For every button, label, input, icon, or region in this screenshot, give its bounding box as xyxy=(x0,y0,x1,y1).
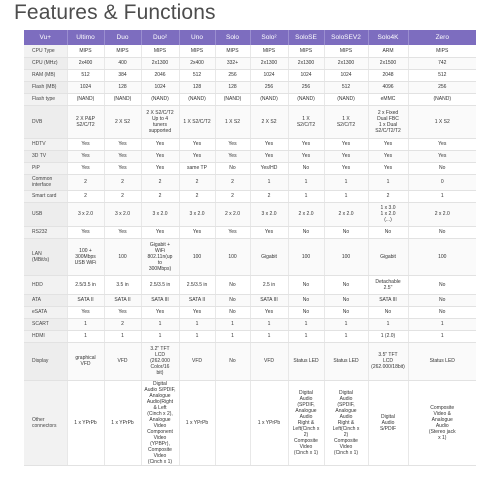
table-cell: 2 X S2/C/T2 Up to 4 tuners supported xyxy=(141,105,179,138)
table-cell: VFD xyxy=(250,342,288,380)
table-cell: Yes xyxy=(288,138,324,150)
table-cell: 1 xyxy=(104,330,141,342)
table-cell: 3 x 2.0 xyxy=(141,202,179,226)
table-cell: Gigabit xyxy=(368,238,408,275)
table-cell: SATA III xyxy=(250,294,288,306)
table-cell: Yes xyxy=(179,226,215,238)
table-cell: 2 X P&P S2/C/T2 xyxy=(67,105,104,138)
table-row xyxy=(24,190,476,202)
table-cell: 3 x 2.0 xyxy=(104,202,141,226)
table-cell: Gigabit xyxy=(250,238,288,275)
table-cell: eMMC xyxy=(368,93,408,105)
table-cell: Yes xyxy=(104,226,141,238)
table-cell: SATA II xyxy=(67,294,104,306)
row-label: Display xyxy=(24,342,67,380)
table-row xyxy=(24,57,476,69)
row-label: DVB xyxy=(24,105,67,138)
table-cell: 256 xyxy=(288,81,324,93)
table-cell: Yes xyxy=(67,150,104,162)
table-cell: 0 xyxy=(408,174,476,190)
table-cell: 1 xyxy=(288,174,324,190)
table-row xyxy=(24,238,476,275)
table-cell: 1024 xyxy=(67,81,104,93)
row-label: PiP xyxy=(24,162,67,174)
row-label: RS232 xyxy=(24,226,67,238)
table-cell: VFD xyxy=(179,342,215,380)
table-row xyxy=(24,226,476,238)
table-cell: 1 xyxy=(324,190,368,202)
table-cell: Detachable 2.5" xyxy=(368,275,408,294)
table-cell: 1 xyxy=(179,330,215,342)
table-cell: 2 x Fixed Dual FBC 1 x Dual S2/C/T2/T2 xyxy=(368,105,408,138)
column-header: Uno xyxy=(179,30,215,45)
table-cell: Yes xyxy=(250,150,288,162)
table-cell: 2 xyxy=(368,190,408,202)
table-cell: No xyxy=(288,275,324,294)
column-header: Ultimo xyxy=(67,30,104,45)
table-cell: Yes xyxy=(368,162,408,174)
column-header: Duo² xyxy=(141,30,179,45)
table-cell: 1 X S2 xyxy=(215,105,250,138)
row-label: SCART xyxy=(24,318,67,330)
table-cell: Gigabit + WiFi 802.11n(up to 300Mbps) xyxy=(141,238,179,275)
row-label: eSATA xyxy=(24,306,67,318)
table-cell: Yes xyxy=(179,150,215,162)
column-header: SoloSEV2 xyxy=(324,30,368,45)
table-cell: Yes xyxy=(250,138,288,150)
table-cell: 1 xyxy=(288,330,324,342)
table-cell: 2 x 2.0 xyxy=(215,202,250,226)
table-cell: 1 xyxy=(141,318,179,330)
table-row xyxy=(24,81,476,93)
table-cell: Status LED xyxy=(408,342,476,380)
row-label: LAN (MBit/s) xyxy=(24,238,67,275)
table-cell: graphical VFD xyxy=(67,342,104,380)
table-cell: 1 xyxy=(324,174,368,190)
table-cell: 1 xyxy=(215,318,250,330)
table-cell: 742 xyxy=(408,57,476,69)
table-cell: (NAND) xyxy=(104,93,141,105)
table-cell: 2x1300 xyxy=(288,57,324,69)
table-cell: MIPS xyxy=(324,45,368,57)
table-cell: No xyxy=(368,306,408,318)
table-cell: 3 x 2.0 xyxy=(67,202,104,226)
table-cell: No xyxy=(215,275,250,294)
table-cell xyxy=(215,380,250,465)
table-cell: 128 xyxy=(104,81,141,93)
column-header: Duo xyxy=(104,30,141,45)
table-cell: MIPS xyxy=(104,45,141,57)
table-cell: 1 xyxy=(288,190,324,202)
table-cell: Yes xyxy=(104,306,141,318)
table-cell: ARM xyxy=(368,45,408,57)
table-cell: Status LED xyxy=(288,342,324,380)
table-cell: 1 xyxy=(250,330,288,342)
table-cell: 2.5/3.5 in xyxy=(179,275,215,294)
table-cell: Yes xyxy=(67,162,104,174)
table-cell: 100 xyxy=(288,238,324,275)
table-cell: Yes xyxy=(324,138,368,150)
table-cell: 1 xyxy=(67,318,104,330)
row-label: ATA xyxy=(24,294,67,306)
table-cell: 100 xyxy=(408,238,476,275)
table-cell: MIPS xyxy=(67,45,104,57)
table-cell: No xyxy=(324,294,368,306)
table-row xyxy=(24,105,476,138)
table-cell: No xyxy=(408,162,476,174)
table-cell: 1024 xyxy=(288,69,324,81)
row-label: Flash type xyxy=(24,93,67,105)
table-cell: MIPS xyxy=(288,45,324,57)
table-cell: No xyxy=(408,306,476,318)
row-label: RAM (MB) xyxy=(24,69,67,81)
table-cell: (NAND) xyxy=(408,93,476,105)
column-header: Solo xyxy=(215,30,250,45)
table-cell: No xyxy=(324,275,368,294)
table-cell: Composite Video & Analogue Audio (Stereo jack x 1) xyxy=(408,380,476,465)
table-row xyxy=(24,294,476,306)
table-cell: 2 xyxy=(104,190,141,202)
table-cell: 100 + 300Mbps USB WiFi xyxy=(67,238,104,275)
table-cell: 1 xyxy=(324,318,368,330)
table-cell: 1024 xyxy=(141,81,179,93)
table-cell: No xyxy=(215,294,250,306)
table-cell: 2 xyxy=(215,174,250,190)
table-cell: 512 xyxy=(67,69,104,81)
table-cell: Yes xyxy=(179,306,215,318)
table-row xyxy=(24,380,476,465)
table-row xyxy=(24,318,476,330)
table-row xyxy=(24,150,476,162)
table-cell: No xyxy=(324,226,368,238)
table-cell: 2 xyxy=(179,174,215,190)
table-cell: 2x1300 xyxy=(324,57,368,69)
table-cell: Yes xyxy=(368,150,408,162)
table-cell: 400 xyxy=(104,57,141,69)
table-cell: Yes xyxy=(215,138,250,150)
column-header: Solo4K xyxy=(368,30,408,45)
table-cell: Yes xyxy=(141,162,179,174)
table-row xyxy=(24,275,476,294)
table-cell: Yes xyxy=(250,226,288,238)
table-cell: 100 xyxy=(215,238,250,275)
table-cell: 384 xyxy=(104,69,141,81)
table-cell: 512 xyxy=(324,81,368,93)
table-cell: (NAND) xyxy=(324,93,368,105)
table-cell: SATA III xyxy=(141,294,179,306)
table-row xyxy=(24,93,476,105)
table-cell: No xyxy=(408,275,476,294)
table-cell: Yes xyxy=(215,150,250,162)
table-cell: 3.5 in xyxy=(104,275,141,294)
table-cell: 2 X S2 xyxy=(250,105,288,138)
table-cell: 2x1300 xyxy=(141,57,179,69)
table-cell: 2 xyxy=(250,190,288,202)
table-cell: 2x400 xyxy=(179,57,215,69)
table-cell: 256 xyxy=(250,81,288,93)
table-cell: 128 xyxy=(179,81,215,93)
table-cell: Yes xyxy=(104,138,141,150)
table-row xyxy=(24,174,476,190)
table-cell: 1 xyxy=(368,318,408,330)
table-cell: 128 xyxy=(215,81,250,93)
table-cell: 2x1500 xyxy=(368,57,408,69)
table-cell: 2 xyxy=(67,174,104,190)
table-header-row xyxy=(24,30,476,45)
table-cell: Digital Audio S/PDIF, Analogue Audio(Right & Left (Cinch x 2), Analogue Video Component Video (YPBPr), Composite Video (Cinch x 1) xyxy=(141,380,179,465)
table-cell: 2 xyxy=(141,190,179,202)
table-cell: 1 X S2/C/T2 xyxy=(324,105,368,138)
table-cell: 1024 xyxy=(250,69,288,81)
table-cell: SATA III xyxy=(368,294,408,306)
table-cell: No xyxy=(215,342,250,380)
table-cell: Yes xyxy=(408,150,476,162)
table-cell: 1 X S2/C/T2 xyxy=(179,105,215,138)
table-cell: 512 xyxy=(179,69,215,81)
table-row xyxy=(24,330,476,342)
table-cell: MIPS xyxy=(408,45,476,57)
table-row xyxy=(24,162,476,174)
table-cell: MIPS xyxy=(250,45,288,57)
table-cell: 2.5/3.5 in xyxy=(67,275,104,294)
table-cell: 1 x YPrPb xyxy=(179,380,215,465)
table-cell: Status LED xyxy=(324,342,368,380)
table-cell: MIPS xyxy=(215,45,250,57)
column-header: Solo² xyxy=(250,30,288,45)
table-cell: SATA II xyxy=(104,294,141,306)
column-header: Zero xyxy=(408,30,476,45)
table-cell: 2 X S2 xyxy=(104,105,141,138)
table-cell: Yes/HD xyxy=(250,162,288,174)
row-label: HDMI xyxy=(24,330,67,342)
table-cell: 2.5 in xyxy=(250,275,288,294)
table-cell: Yes xyxy=(67,226,104,238)
table-cell: 2048 xyxy=(368,69,408,81)
table-cell: Yes xyxy=(408,138,476,150)
row-label: USB xyxy=(24,202,67,226)
table-cell: 100 xyxy=(324,238,368,275)
table-row xyxy=(24,342,476,380)
table-cell: 2 xyxy=(67,190,104,202)
row-label: Smart card xyxy=(24,190,67,202)
table-cell: VFD xyxy=(104,342,141,380)
row-label: 3D TV xyxy=(24,150,67,162)
table-cell: 1024 xyxy=(324,69,368,81)
table-cell: 3.2" TFT LCD (262.000 Color/16 bit) xyxy=(141,342,179,380)
table-cell: No xyxy=(215,306,250,318)
table-cell: Yes xyxy=(141,226,179,238)
row-label: Other connectors xyxy=(24,380,67,465)
table-cell: (NAND) xyxy=(179,93,215,105)
table-cell: 2 xyxy=(215,190,250,202)
table-cell: 2 x 2.0 xyxy=(408,202,476,226)
table-cell: 1 xyxy=(408,318,476,330)
table-cell: Digital Audio (SPDIF, Analogue Audio Right & Left(Cinch x 2) Composite Video (Cinch x 1) xyxy=(324,380,368,465)
page-title: Features & Functions xyxy=(14,1,216,24)
table-cell: Yes xyxy=(288,150,324,162)
table-cell: Yes xyxy=(250,306,288,318)
table-cell: 1 xyxy=(67,330,104,342)
table-cell: No xyxy=(408,226,476,238)
table-cell: 2x400 xyxy=(67,57,104,69)
table-cell: No xyxy=(288,306,324,318)
table-cell: (NAND) xyxy=(215,93,250,105)
table-cell: Yes xyxy=(141,150,179,162)
column-header: SoloSE xyxy=(288,30,324,45)
table-cell: 2 xyxy=(104,318,141,330)
table-cell: 1 xyxy=(288,318,324,330)
table-cell: 332+ xyxy=(215,57,250,69)
table-cell: 3 x 2.0 xyxy=(179,202,215,226)
table-cell: 1 xyxy=(141,330,179,342)
table-cell: 2 xyxy=(179,190,215,202)
table-cell: Yes xyxy=(104,150,141,162)
table-body xyxy=(24,45,476,465)
table-cell: Yes xyxy=(215,226,250,238)
table-cell: 1 X S2/C/T2 xyxy=(288,105,324,138)
row-label: Common interface xyxy=(24,174,67,190)
table-cell: 1 xyxy=(250,318,288,330)
table-cell: Yes xyxy=(104,162,141,174)
table-cell: Yes xyxy=(141,306,179,318)
table-cell: 256 xyxy=(215,69,250,81)
table-cell: MIPS xyxy=(179,45,215,57)
table-row xyxy=(24,202,476,226)
table-cell: 2 x 2.0 xyxy=(324,202,368,226)
table-row xyxy=(24,69,476,81)
table-cell: 2x1300 xyxy=(250,57,288,69)
table-cell: 2 x 2.0 xyxy=(288,202,324,226)
table-cell: 4096 xyxy=(368,81,408,93)
table-cell: No xyxy=(288,226,324,238)
table-cell: No xyxy=(368,226,408,238)
table-cell: Yes xyxy=(368,138,408,150)
table-cell: Yes xyxy=(324,162,368,174)
table-row xyxy=(24,306,476,318)
table-cell: 2046 xyxy=(141,69,179,81)
table-cell: 100 xyxy=(179,238,215,275)
table-cell: No xyxy=(215,162,250,174)
table-cell: (NAND) xyxy=(288,93,324,105)
table-row xyxy=(24,138,476,150)
table-cell: Yes xyxy=(67,306,104,318)
table-cell: (NAND) xyxy=(67,93,104,105)
features-table xyxy=(24,30,476,466)
row-label: CPU Type xyxy=(24,45,67,57)
table-cell: 2 xyxy=(141,174,179,190)
table-cell: Digital Audio (SPDIF, Analogue Audio Right & Left(Cinch x 2) Composite Video (Cinch x 1) xyxy=(288,380,324,465)
table-cell: 1 xyxy=(179,318,215,330)
table-cell: 3 x 2.0 xyxy=(250,202,288,226)
table-row xyxy=(24,45,476,57)
table-cell: 1 X S2 xyxy=(408,105,476,138)
row-label: HDD xyxy=(24,275,67,294)
table-cell: same TP xyxy=(179,162,215,174)
table-cell: Yes xyxy=(179,138,215,150)
table-cell: 512 xyxy=(408,69,476,81)
table-cell: 1 xyxy=(324,330,368,342)
table-cell: Yes xyxy=(324,150,368,162)
table-cell: Digital Audio S/PDIF xyxy=(368,380,408,465)
table-cell: 1 (2.0) xyxy=(368,330,408,342)
table-cell: 1 x YPrPb xyxy=(67,380,104,465)
table-cell: SATA II xyxy=(179,294,215,306)
table-cell: 1 x YPrPb xyxy=(250,380,288,465)
table-cell: No xyxy=(288,162,324,174)
table-cell: 2 xyxy=(104,174,141,190)
table-cell: 256 xyxy=(408,81,476,93)
table-cell: 1 xyxy=(250,174,288,190)
table-cell: 1 xyxy=(215,330,250,342)
table-cell: 2.5/3.5 in xyxy=(141,275,179,294)
table-cell: No xyxy=(324,306,368,318)
table-cell: No xyxy=(288,294,324,306)
table-cell: Yes xyxy=(141,138,179,150)
table-cell: (NAND) xyxy=(141,93,179,105)
column-header: Vu+ xyxy=(24,30,67,45)
table-cell: Yes xyxy=(67,138,104,150)
table-cell: (NAND) xyxy=(250,93,288,105)
table-cell: No xyxy=(408,294,476,306)
table-cell: 1 xyxy=(368,174,408,190)
table-cell: 1 x YPrPb xyxy=(104,380,141,465)
table-cell: 1 xyxy=(408,190,476,202)
row-label: Flash (MB) xyxy=(24,81,67,93)
table-cell: 3.5" TFT LCD (262.000/18bit) xyxy=(368,342,408,380)
row-label: HDTV xyxy=(24,138,67,150)
table-cell: 1 xyxy=(408,330,476,342)
table-cell: 100 xyxy=(104,238,141,275)
row-label: CPU (MHz) xyxy=(24,57,67,69)
table-cell: 1 x 3.0 1 x 2.0 (...) xyxy=(368,202,408,226)
table-cell: MIPS xyxy=(141,45,179,57)
